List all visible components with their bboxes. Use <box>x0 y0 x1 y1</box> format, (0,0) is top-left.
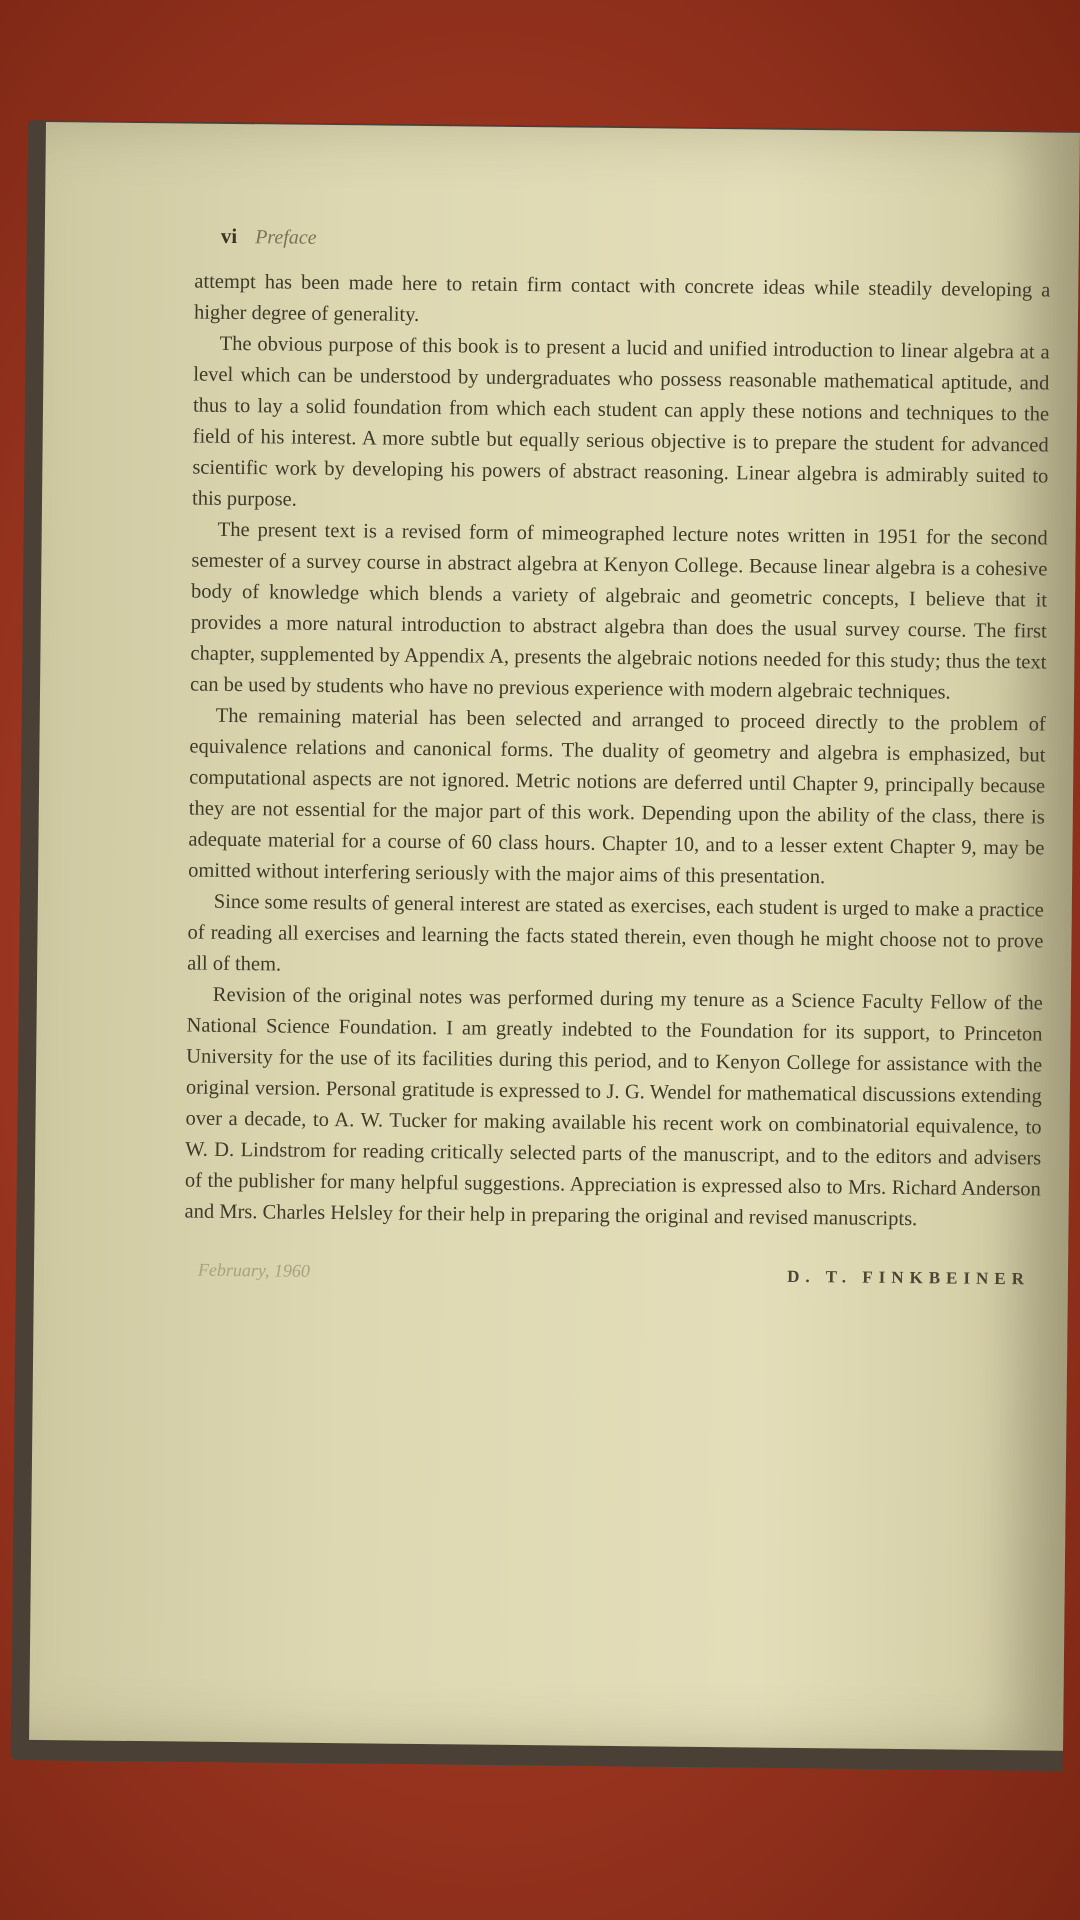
running-title: Preface <box>255 226 317 249</box>
paragraph-5: Since some results of general interest are stated as exercises, each student is urged to make a practice of reading all exercises and learning the facts stated therein, even though he might choose not to prove all of them. <box>187 890 1044 976</box>
paragraph-1: attempt has been made here to retain firm contact with concrete ideas while steadily developing a higher degree of generality. <box>193 270 1051 326</box>
preface-date: February, 1960 <box>197 1259 311 1281</box>
page-number: vi <box>220 223 238 249</box>
page-header <box>221 224 1051 258</box>
paragraph-2: The obvious purpose of this book is to present a lucid and unified introduction to linear algebra at a level which can be understood by undergraduates who possess reasonable mathematical aptitude, and thus to lay a solid foundation from which each student can apply these notions and techniques to the field of his interest. A more subtle but equally serious objective is to prepare the student for advanced scientific work by developing his powers of abstract reasoning. Linear algebra is admirably suited to this purpose. <box>191 332 1050 511</box>
paragraph-3: The present text is a revised form of mimeographed lecture notes written in 1951 for the second semester of a survey course in abstract algebra at Kenyon College. Because linear algebra is a cohesive body of knowledge which blends a variety of algebraic and geometric concepts, I believe that it provides a more natural introduction to abstract algebra than does the usual survey course. The first chapter, supplemented by Appendix A, presents the algebraic notions needed for this study; thus the text can be used by students who have no previous experience with modern algebraic techniques. <box>190 518 1048 704</box>
paragraph-4: The remaining material has been selected and arranged to proceed directly to the problem of equivalence relations and canonical forms. The duality of geometry and algebra is emphasized, but computational aspects are not ignored. Metric notions are deferred until Chapter 9, principally because they are not essential for the major part of this work. Depending upon the ability of the class, there is adequate material for a course of 60 class hours. Chapter 10, and to a lesser extent Chapter 9, may be omitted without interfering seriously with the major aims of this presentation. <box>188 704 1046 889</box>
signature-line <box>184 1260 1040 1290</box>
author-signature: D. T. FINKBEINER <box>787 1266 1031 1289</box>
book-page <box>29 122 1080 1751</box>
paragraph-6: Revision of the original notes was performed during my tenure as a Science Faculty Fellow of the National Science Foundation. I am greatly indebted to the Foundation for its support, to Princeton University for the use of its facilities during this period, and to Kenyon College for assistance with the original version. Personal gratitude is expressed to J. G. Wendel for mathematical discussions extending over a decade, to A. W. Tucker for making available his recent work on combinatorial equivalence, to W. D. Lindstrom for reading critically selected parts of the manuscript, and to the editors and advisers of the publisher for many helpful suggestions. Appreciation is expressed also to Mrs. Richard Anderson and Mrs. Charles Helsley for their help in preparing the original and revised manuscripts. <box>184 983 1043 1231</box>
page-content <box>184 224 1051 1290</box>
